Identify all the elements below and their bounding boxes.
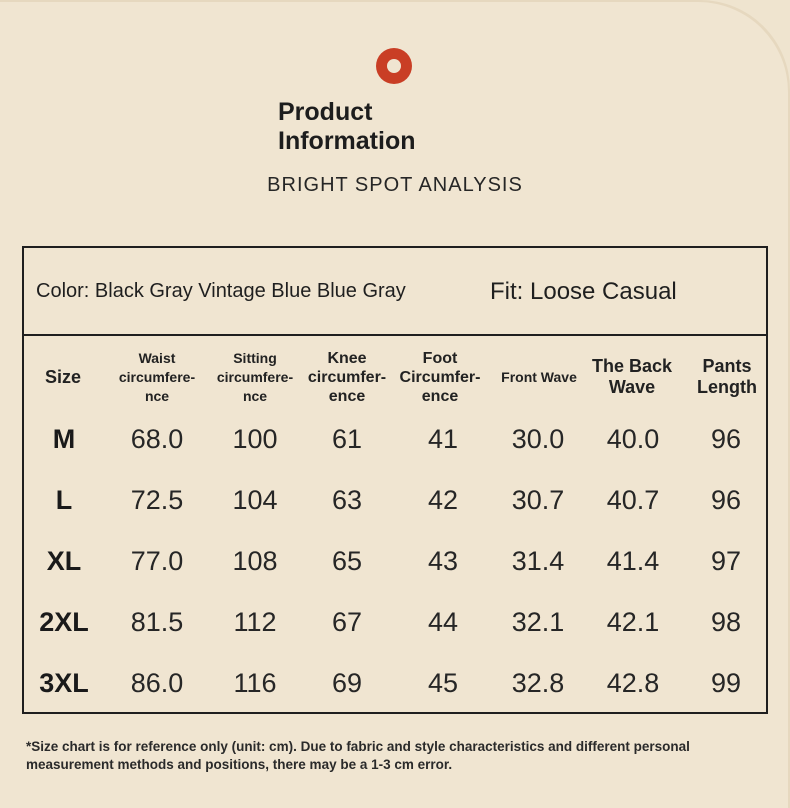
size-label: L: [55, 485, 73, 515]
front-wave-value: 30.0: [511, 424, 565, 454]
foot-value: 44: [427, 607, 459, 637]
front-wave-value: 32.8: [511, 668, 565, 698]
table-row: [24, 653, 766, 714]
pants-length-value: 97: [710, 546, 742, 576]
color-info: Color: Black Gray Vintage Blue Blue Gray: [36, 280, 406, 302]
sitting-value: 116: [233, 668, 277, 698]
back-wave-value: 42.8: [606, 668, 660, 698]
waist-value: 72.5: [130, 485, 184, 515]
product-info-row: [24, 248, 766, 336]
size-label: 2XL: [39, 607, 89, 637]
front-wave-value: 30.7: [511, 485, 565, 515]
table-row: [24, 592, 766, 653]
sitting-value: 104: [232, 485, 278, 515]
sitting-value: 100: [232, 424, 278, 454]
back-wave-value: 41.4: [606, 546, 660, 576]
header-pants-length: Pants Length: [697, 356, 757, 397]
pants-length-value: 96: [710, 424, 742, 454]
knee-value: 65: [331, 546, 363, 576]
front-wave-value: 31.4: [511, 546, 565, 576]
size-grid: [24, 338, 766, 714]
pants-length-value: 98: [710, 607, 742, 637]
back-wave-value: 40.7: [606, 485, 660, 515]
fit-info: Fit: Loose Casual: [490, 278, 677, 305]
back-wave-value: 40.0: [606, 424, 660, 454]
back-wave-value: 42.1: [606, 607, 660, 637]
header-foot: Foot Circumfer-ence: [399, 349, 481, 405]
size-chart-table: [22, 246, 768, 714]
page-title: [278, 98, 508, 156]
waist-value: 86.0: [130, 668, 184, 698]
header-knee: Knee circumfer-ence: [307, 349, 387, 405]
header-size: Size: [44, 366, 82, 387]
header-waist: Waist circumfere-nce: [118, 349, 196, 404]
waist-value: 81.5: [130, 607, 184, 637]
size-label: XL: [46, 546, 82, 576]
front-wave-value: 32.1: [511, 607, 565, 637]
table-row: [24, 470, 766, 531]
size-disclaimer: *Size chart is for reference only (unit: cm). Due to fabric and style characteristics and different personal measurement methods and positions, there may be a 1-3 cm error.: [26, 739, 690, 772]
title-line-1: Product: [278, 98, 373, 126]
sitting-value: 108: [232, 546, 278, 576]
waist-value: 77.0: [130, 546, 184, 576]
red-ring-icon: [376, 48, 412, 84]
title-line-2: Information: [278, 127, 416, 155]
knee-value: 69: [331, 668, 363, 698]
foot-value: 42: [427, 485, 459, 515]
pants-length-value: 99: [710, 668, 742, 698]
page-subtitle: BRIGHT SPOT ANALYSIS: [267, 174, 523, 196]
size-label: M: [52, 424, 76, 454]
foot-value: 45: [427, 668, 459, 698]
waist-value: 68.0: [130, 424, 184, 454]
header-sitting: Sitting circumfere-nce: [216, 349, 294, 404]
foot-value: 41: [427, 424, 459, 454]
foot-value: 43: [427, 546, 459, 576]
header-front-wave: Front Wave: [501, 368, 577, 385]
knee-value: 63: [331, 485, 363, 515]
size-label: 3XL: [39, 668, 89, 698]
sitting-value: 112: [233, 607, 277, 637]
header-back-wave: The Back Wave: [591, 356, 673, 397]
table-row: [24, 409, 766, 470]
knee-value: 67: [331, 607, 363, 637]
pants-length-value: 96: [710, 485, 742, 515]
knee-value: 61: [331, 424, 363, 454]
table-row: [24, 531, 766, 592]
